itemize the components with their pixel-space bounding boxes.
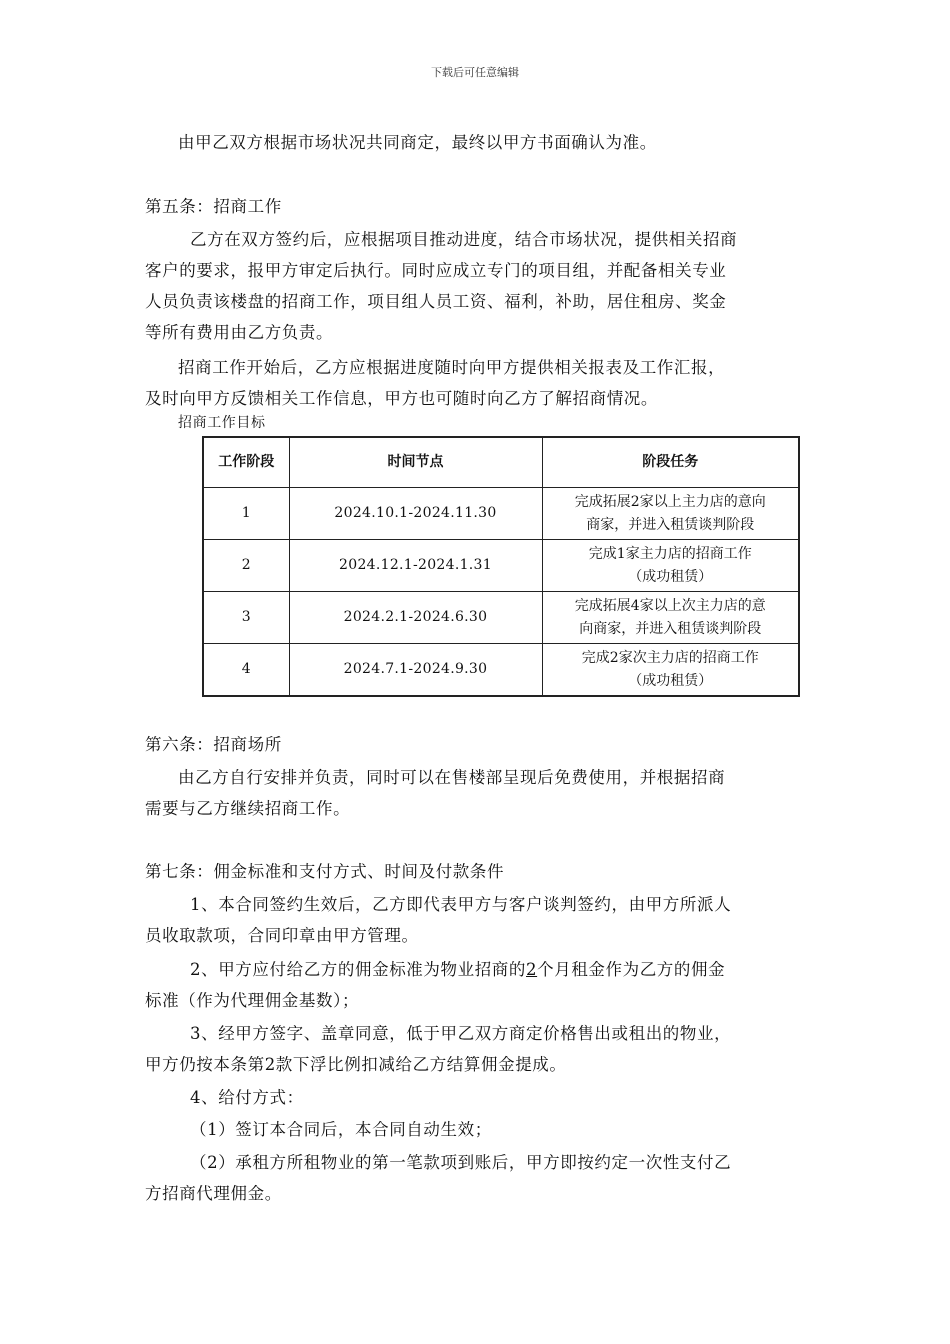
paragraph-line: 招商工作开始后，乙方应根据进度随时向甲方提供相关报表及工作汇报，	[178, 358, 726, 377]
paragraph-line: 员收取款项，合同印章由甲方管理。	[145, 926, 419, 945]
goals-table	[202, 436, 800, 697]
paragraph-line	[190, 955, 850, 985]
paragraph-line: 1、本合同签约生效后，乙方即代表甲方与客户谈判签约，由甲方所派人	[190, 895, 732, 914]
table-row	[203, 488, 799, 540]
task-cell	[542, 644, 799, 697]
column-header: 时间节点	[289, 437, 542, 488]
stage-cell: 4	[203, 644, 289, 697]
text-span: 个月租金作为乙方的佣金	[537, 960, 726, 979]
section-5-title: 第五条：招商工作	[145, 197, 282, 216]
paragraph-line: 甲方仍按本条第2款下浮比例扣减给乙方结算佣金提成。	[145, 1055, 567, 1074]
task-line: 完成拓展4家以上次主力店的意	[574, 597, 766, 614]
text-span: 2、甲方应付给乙方的佣金标准为物业招商的	[190, 960, 526, 979]
stage-cell: 1	[203, 488, 289, 540]
paragraph-line: 标准（作为代理佣金基数）；	[145, 991, 360, 1010]
page-header: 下载后可任意编辑	[431, 66, 519, 79]
paragraph-line: 乙方在双方签约后，应根据项目推动进度，结合市场状况，提供相关招商	[190, 230, 738, 249]
paragraph-line: （1）签订本合同后，本合同自动生效；	[190, 1120, 492, 1139]
task-line: （成功租赁）	[628, 672, 713, 689]
task-line: 商家，并进入租赁谈判阶段	[586, 516, 755, 533]
paragraph-line: 由乙方自行安排并负责，同时可以在售楼部呈现后免费使用，并根据招商	[178, 768, 726, 787]
paragraph-line: 人员负责该楼盘的招商工作，项目组人员工资、福利，补助，居住租房、奖金	[145, 292, 727, 311]
paragraph-line: 等所有费用由乙方负责。	[145, 323, 334, 342]
paragraph-line: 方招商代理佣金。	[145, 1184, 282, 1203]
table-row	[203, 644, 799, 697]
task-line: 向商家，并进入租赁谈判阶段	[579, 620, 762, 637]
underlined-number: 2	[526, 960, 538, 979]
paragraph-line: （2）承租方所租物业的第一笔款项到账后，甲方即按约定一次性支付乙	[190, 1153, 732, 1172]
task-cell	[542, 488, 799, 540]
table-row	[203, 592, 799, 644]
column-header: 工作阶段	[203, 437, 289, 488]
section-6-title: 第六条：招商场所	[145, 735, 282, 754]
column-header: 阶段任务	[542, 437, 799, 488]
task-line: 完成1家主力店的招商工作	[588, 545, 752, 562]
paragraph-line: 需要与乙方继续招商工作。	[145, 799, 351, 818]
time-cell: 2024.2.1-2024.6.30	[289, 592, 542, 644]
task-line: 完成2家次主力店的招商工作	[581, 649, 759, 666]
stage-cell: 3	[203, 592, 289, 644]
time-cell: 2024.10.1-2024.11.30	[289, 488, 542, 540]
time-cell: 2024.12.1-2024.1.31	[289, 540, 542, 592]
table-row	[203, 540, 799, 592]
section-7-title: 第七条：佣金标准和支付方式、时间及付款条件	[145, 862, 505, 881]
paragraph-line: 3、经甲方签字、盖章同意，低于甲乙双方商定价格售出或租出的物业，	[190, 1024, 732, 1043]
time-cell: 2024.7.1-2024.9.30	[289, 644, 542, 697]
paragraph-line: 4、给付方式：	[190, 1088, 304, 1107]
table-header-row	[203, 437, 799, 488]
stage-cell: 2	[203, 540, 289, 592]
paragraph-line: 及时向甲方反馈相关工作信息，甲方也可随时向乙方了解招商情况。	[145, 389, 658, 408]
task-cell	[542, 540, 799, 592]
paragraph-line: 客户的要求，报甲方审定后执行。同时应成立专门的项目组，并配备相关专业	[145, 261, 727, 280]
task-line: （成功租赁）	[628, 568, 713, 585]
paragraph-line: 由甲乙双方根据市场状况共同商定，最终以甲方书面确认为准。	[178, 133, 657, 152]
table-caption: 招商工作目标	[178, 415, 266, 431]
task-line: 完成拓展2家以上主力店的意向	[574, 493, 766, 510]
task-cell	[542, 592, 799, 644]
